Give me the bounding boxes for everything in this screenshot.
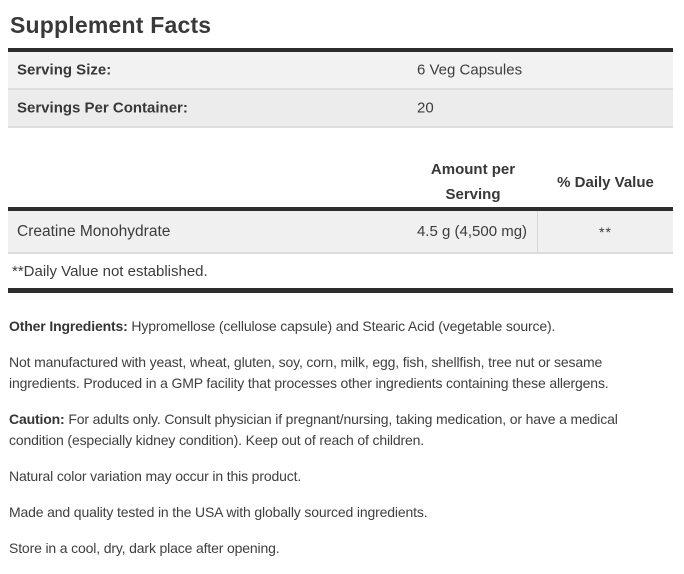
label-paragraphs: [8, 293, 673, 559]
nutrient-daily-value: **: [537, 211, 673, 252]
made-in-usa-paragraph: Made and quality tested in the USA with globally sourced ingredients.: [9, 504, 428, 520]
daily-value-footnote-text: **Daily Value not established.: [12, 262, 208, 280]
caution-paragraph: Caution: For adults only. Consult physician if pregnant/nursing, taking medication, or have a medical condition (especially kidney condition). Keep out of reach of children.: [9, 411, 618, 448]
other-ingredients-lead: Other Ingredients:: [9, 318, 128, 334]
serving-size-row: [8, 52, 673, 90]
allergen-statement-paragraph: Not manufactured with yeast, wheat, gluten, soy, corn, milk, egg, fish, shellfish, tree nut or sesame ingredients. Produced in a GMP facility that processes other ingredients containing these allergens.: [9, 354, 609, 391]
nutrient-row: [8, 211, 673, 254]
table-column-headers: [8, 128, 673, 207]
nutrient-name: Creatine Monohydrate: [17, 222, 171, 240]
color-variation-paragraph: Natural color variation may occur in this product.: [9, 468, 302, 484]
serving-size-label: Serving Size:: [17, 61, 112, 79]
storage-paragraph: Store in a cool, dry, dark place after opening.: [9, 540, 280, 556]
serving-size-value: 6 Veg Capsules: [417, 61, 523, 79]
servings-per-container-value: 20: [417, 99, 434, 117]
servings-per-container-label: Servings Per Container:: [17, 99, 188, 117]
daily-value-footnote: [8, 254, 673, 288]
nutrient-amount: 4.5 g (4,500 mg): [416, 223, 528, 240]
servings-per-container-row: [8, 90, 673, 128]
other-ingredients-paragraph: Other Ingredients: Hypromellose (cellulose capsule) and Stearic Acid (vegetable source).: [9, 318, 556, 334]
percent-daily-value-header: % Daily Value: [557, 173, 654, 191]
amount-per-serving-header: Amount per Serving: [430, 161, 516, 203]
page-title: Supplement Facts: [10, 12, 212, 38]
caution-lead: Caution:: [9, 411, 65, 427]
